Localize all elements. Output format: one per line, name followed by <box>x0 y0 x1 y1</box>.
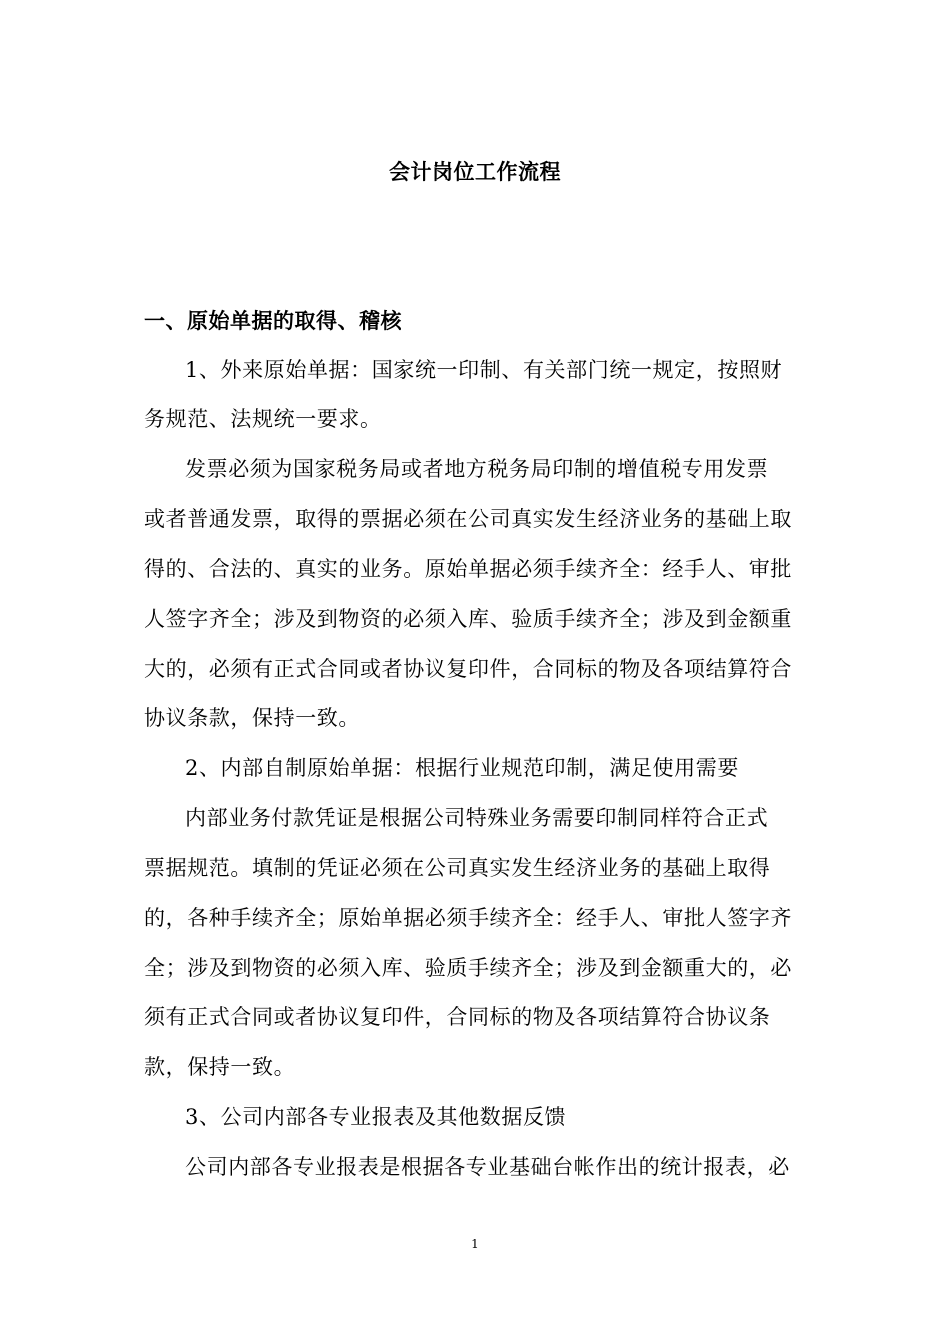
section-heading: 一、原始单据的取得、稽核 <box>144 308 402 333</box>
paragraph-line: 内部业务付款凭证是根据公司特殊业务需要印制同样符合正式 <box>185 806 769 830</box>
document-title: 会计岗位工作流程 <box>389 159 561 184</box>
paragraph-line: 得的、合法的、真实的业务。原始单据必须手续齐全：经手人、审批 <box>144 557 792 581</box>
paragraph-line: 务规范、法规统一要求。 <box>144 407 382 431</box>
paragraph-line: 全；涉及到物资的必须入库、验质手续齐全；涉及到金额重大的，必 <box>144 956 792 980</box>
paragraph-line: 款，保持一致。 <box>144 1055 296 1079</box>
paragraph-line: 大的，必须有正式合同或者协议复印件，合同标的物及各项结算符合 <box>144 657 792 681</box>
paragraph-line: 公司内部各专业报表是根据各专业基础台帐作出的统计报表，必 <box>185 1155 790 1179</box>
page-number: 1 <box>471 1237 479 1251</box>
paragraph-line: 须有正式合同或者协议复印件，合同标的物及各项结算符合协议条 <box>144 1005 771 1029</box>
paragraph-line: 协议条款，保持一致。 <box>144 706 360 730</box>
paragraph-line: 3、公司内部各专业报表及其他数据反馈 <box>185 1105 567 1129</box>
paragraph-line: 发票必须为国家税务局或者地方税务局印制的增值税专用发票 <box>185 457 769 481</box>
paragraph-line: 1、外来原始单据：国家统一印制、有关部门统一规定，按照财 <box>185 358 783 382</box>
paragraph-line: 或者普通发票，取得的票据必须在公司真实发生经济业务的基础上取 <box>144 507 792 531</box>
paragraph-line: 票据规范。填制的凭证必须在公司真实发生经济业务的基础上取得 <box>144 856 771 880</box>
paragraph-line: 2、内部自制原始单据：根据行业规范印制，满足使用需要 <box>185 756 739 780</box>
paragraph-line: 人签字齐全；涉及到物资的必须入库、验质手续齐全；涉及到金额重 <box>144 607 792 631</box>
paragraph-line: 的，各种手续齐全；原始单据必须手续齐全：经手人、审批人签字齐 <box>144 906 792 930</box>
